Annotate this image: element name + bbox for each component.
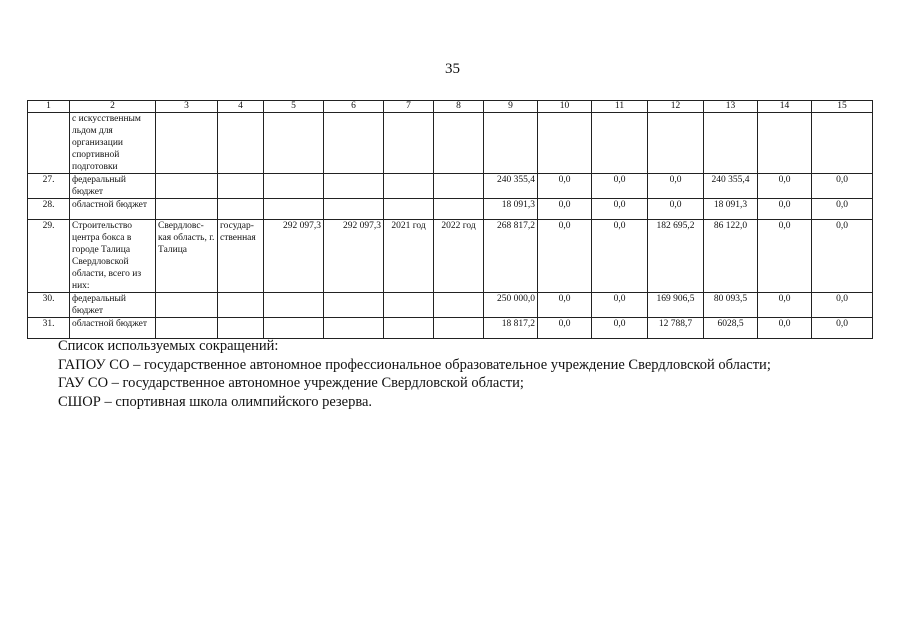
table-cell — [324, 113, 384, 174]
table-cell: 240 355,4 — [484, 174, 538, 199]
table-cell: 30. — [28, 293, 70, 318]
table-cell: 0,0 — [592, 318, 648, 339]
table-cell — [648, 113, 704, 174]
table-cell: 0,0 — [648, 174, 704, 199]
table-cell: 0,0 — [758, 293, 812, 318]
table-cell: 18 817,2 — [484, 318, 538, 339]
table-cell — [538, 113, 592, 174]
table-cell: 292 097,3 — [324, 220, 384, 293]
table-cell — [384, 174, 434, 199]
table-cell: 268 817,2 — [484, 220, 538, 293]
table-cell — [218, 174, 264, 199]
table-cell: государ-ственная — [218, 220, 264, 293]
table-cell — [264, 293, 324, 318]
table-cell: 0,0 — [538, 318, 592, 339]
table-cell: 0,0 — [758, 199, 812, 220]
table-cell — [384, 113, 434, 174]
col-header: 13 — [704, 101, 758, 113]
table-cell — [384, 293, 434, 318]
table-cell — [218, 199, 264, 220]
table-cell — [264, 199, 324, 220]
table-cell — [324, 199, 384, 220]
table-cell — [324, 318, 384, 339]
abbreviation-item: СШОР – спортивная школа олимпийского резерва. — [58, 393, 373, 410]
table-cell — [384, 318, 434, 339]
table-cell — [264, 318, 324, 339]
table-cell: 0,0 — [592, 199, 648, 220]
table-cell — [218, 293, 264, 318]
table-cell: 27. — [28, 174, 70, 199]
table-cell: 0,0 — [812, 199, 873, 220]
table-cell — [28, 113, 70, 174]
table-cell — [156, 199, 218, 220]
table-row — [28, 318, 873, 339]
table-cell: 250 000,0 — [484, 293, 538, 318]
table-cell: 0,0 — [592, 220, 648, 293]
table-cell: 0,0 — [592, 293, 648, 318]
col-header: 11 — [592, 101, 648, 113]
table-cell — [484, 113, 538, 174]
col-header: 5 — [264, 101, 324, 113]
table-row — [28, 293, 873, 318]
table-cell — [218, 318, 264, 339]
table-cell: 169 906,5 — [648, 293, 704, 318]
table-cell — [384, 199, 434, 220]
table-cell — [592, 113, 648, 174]
table-cell: 12 788,7 — [648, 318, 704, 339]
table-cell: 240 355,4 — [704, 174, 758, 199]
col-header: 3 — [156, 101, 218, 113]
table-cell: 0,0 — [812, 220, 873, 293]
col-header: 10 — [538, 101, 592, 113]
table-cell: 2022 год — [434, 220, 484, 293]
col-header: 8 — [434, 101, 484, 113]
col-header: 4 — [218, 101, 264, 113]
table-cell — [434, 199, 484, 220]
table-cell: 6028,5 — [704, 318, 758, 339]
col-header: 2 — [70, 101, 156, 113]
table-cell: 86 122,0 — [704, 220, 758, 293]
data-table — [27, 100, 873, 339]
abbreviations-block — [58, 337, 771, 411]
table-cell: 0,0 — [812, 174, 873, 199]
table-cell: 18 091,3 — [484, 199, 538, 220]
col-header: 9 — [484, 101, 538, 113]
table-cell: 0,0 — [592, 174, 648, 199]
table-cell — [704, 113, 758, 174]
table-cell: Свердловс-кая область, г. Талица — [156, 220, 218, 293]
table-cell — [434, 318, 484, 339]
table-cell — [264, 113, 324, 174]
table-cell — [434, 174, 484, 199]
table-cell: 0,0 — [648, 199, 704, 220]
table-cell: 0,0 — [538, 199, 592, 220]
abbreviations-title: Список используемых сокращений: — [58, 338, 279, 354]
table-cell — [434, 293, 484, 318]
table-cell: 28. — [28, 199, 70, 220]
col-header: 14 — [758, 101, 812, 113]
table-cell: 80 093,5 — [704, 293, 758, 318]
table-cell: 0,0 — [538, 174, 592, 199]
table-cell: 18 091,3 — [704, 199, 758, 220]
table-cell: 0,0 — [812, 318, 873, 339]
table-row — [28, 113, 873, 174]
table-cell — [156, 174, 218, 199]
table-row — [28, 199, 873, 220]
table-cell: 0,0 — [812, 293, 873, 318]
table-cell — [324, 174, 384, 199]
table-cell: 0,0 — [538, 220, 592, 293]
table-cell: 2021 год — [384, 220, 434, 293]
col-header: 12 — [648, 101, 704, 113]
table-cell — [434, 113, 484, 174]
table-cell: 0,0 — [758, 174, 812, 199]
table-cell: с искусственным льдом для организации спортивной подготовки — [70, 113, 156, 174]
table-cell: федеральный бюджет — [70, 174, 156, 199]
table-cell — [156, 318, 218, 339]
abbreviation-item: ГАУ СО – государственное автономное учреждение Свердловской области; — [58, 375, 524, 391]
col-header: 7 — [384, 101, 434, 113]
table-cell — [156, 113, 218, 174]
table-cell — [264, 174, 324, 199]
table-cell — [156, 293, 218, 318]
table-cell — [758, 113, 812, 174]
table-cell: 182 695,2 — [648, 220, 704, 293]
col-header: 6 — [324, 101, 384, 113]
col-header: 1 — [28, 101, 70, 113]
table-cell: 292 097,3 — [264, 220, 324, 293]
table-cell: федеральный бюджет — [70, 293, 156, 318]
table-cell: 29. — [28, 220, 70, 293]
abbreviation-item: ГАПОУ СО – государственное автономное профессиональное образовательное учреждение Свердловской области; — [58, 356, 771, 373]
table-row — [28, 220, 873, 293]
table-cell: областной бюджет — [70, 199, 156, 220]
table-cell: областной бюджет — [70, 318, 156, 339]
table-cell: Строительство центра бокса в городе Талица Свердловской области, всего из них: — [70, 220, 156, 293]
table-row — [28, 174, 873, 199]
table-cell — [812, 113, 873, 174]
table-cell: 31. — [28, 318, 70, 339]
header-row — [28, 101, 873, 113]
table-cell — [324, 293, 384, 318]
page-number: 35 — [445, 61, 460, 77]
col-header: 15 — [812, 101, 873, 113]
table-cell: 0,0 — [538, 293, 592, 318]
table-cell: 0,0 — [758, 220, 812, 293]
table-cell: 0,0 — [758, 318, 812, 339]
table-cell — [218, 113, 264, 174]
